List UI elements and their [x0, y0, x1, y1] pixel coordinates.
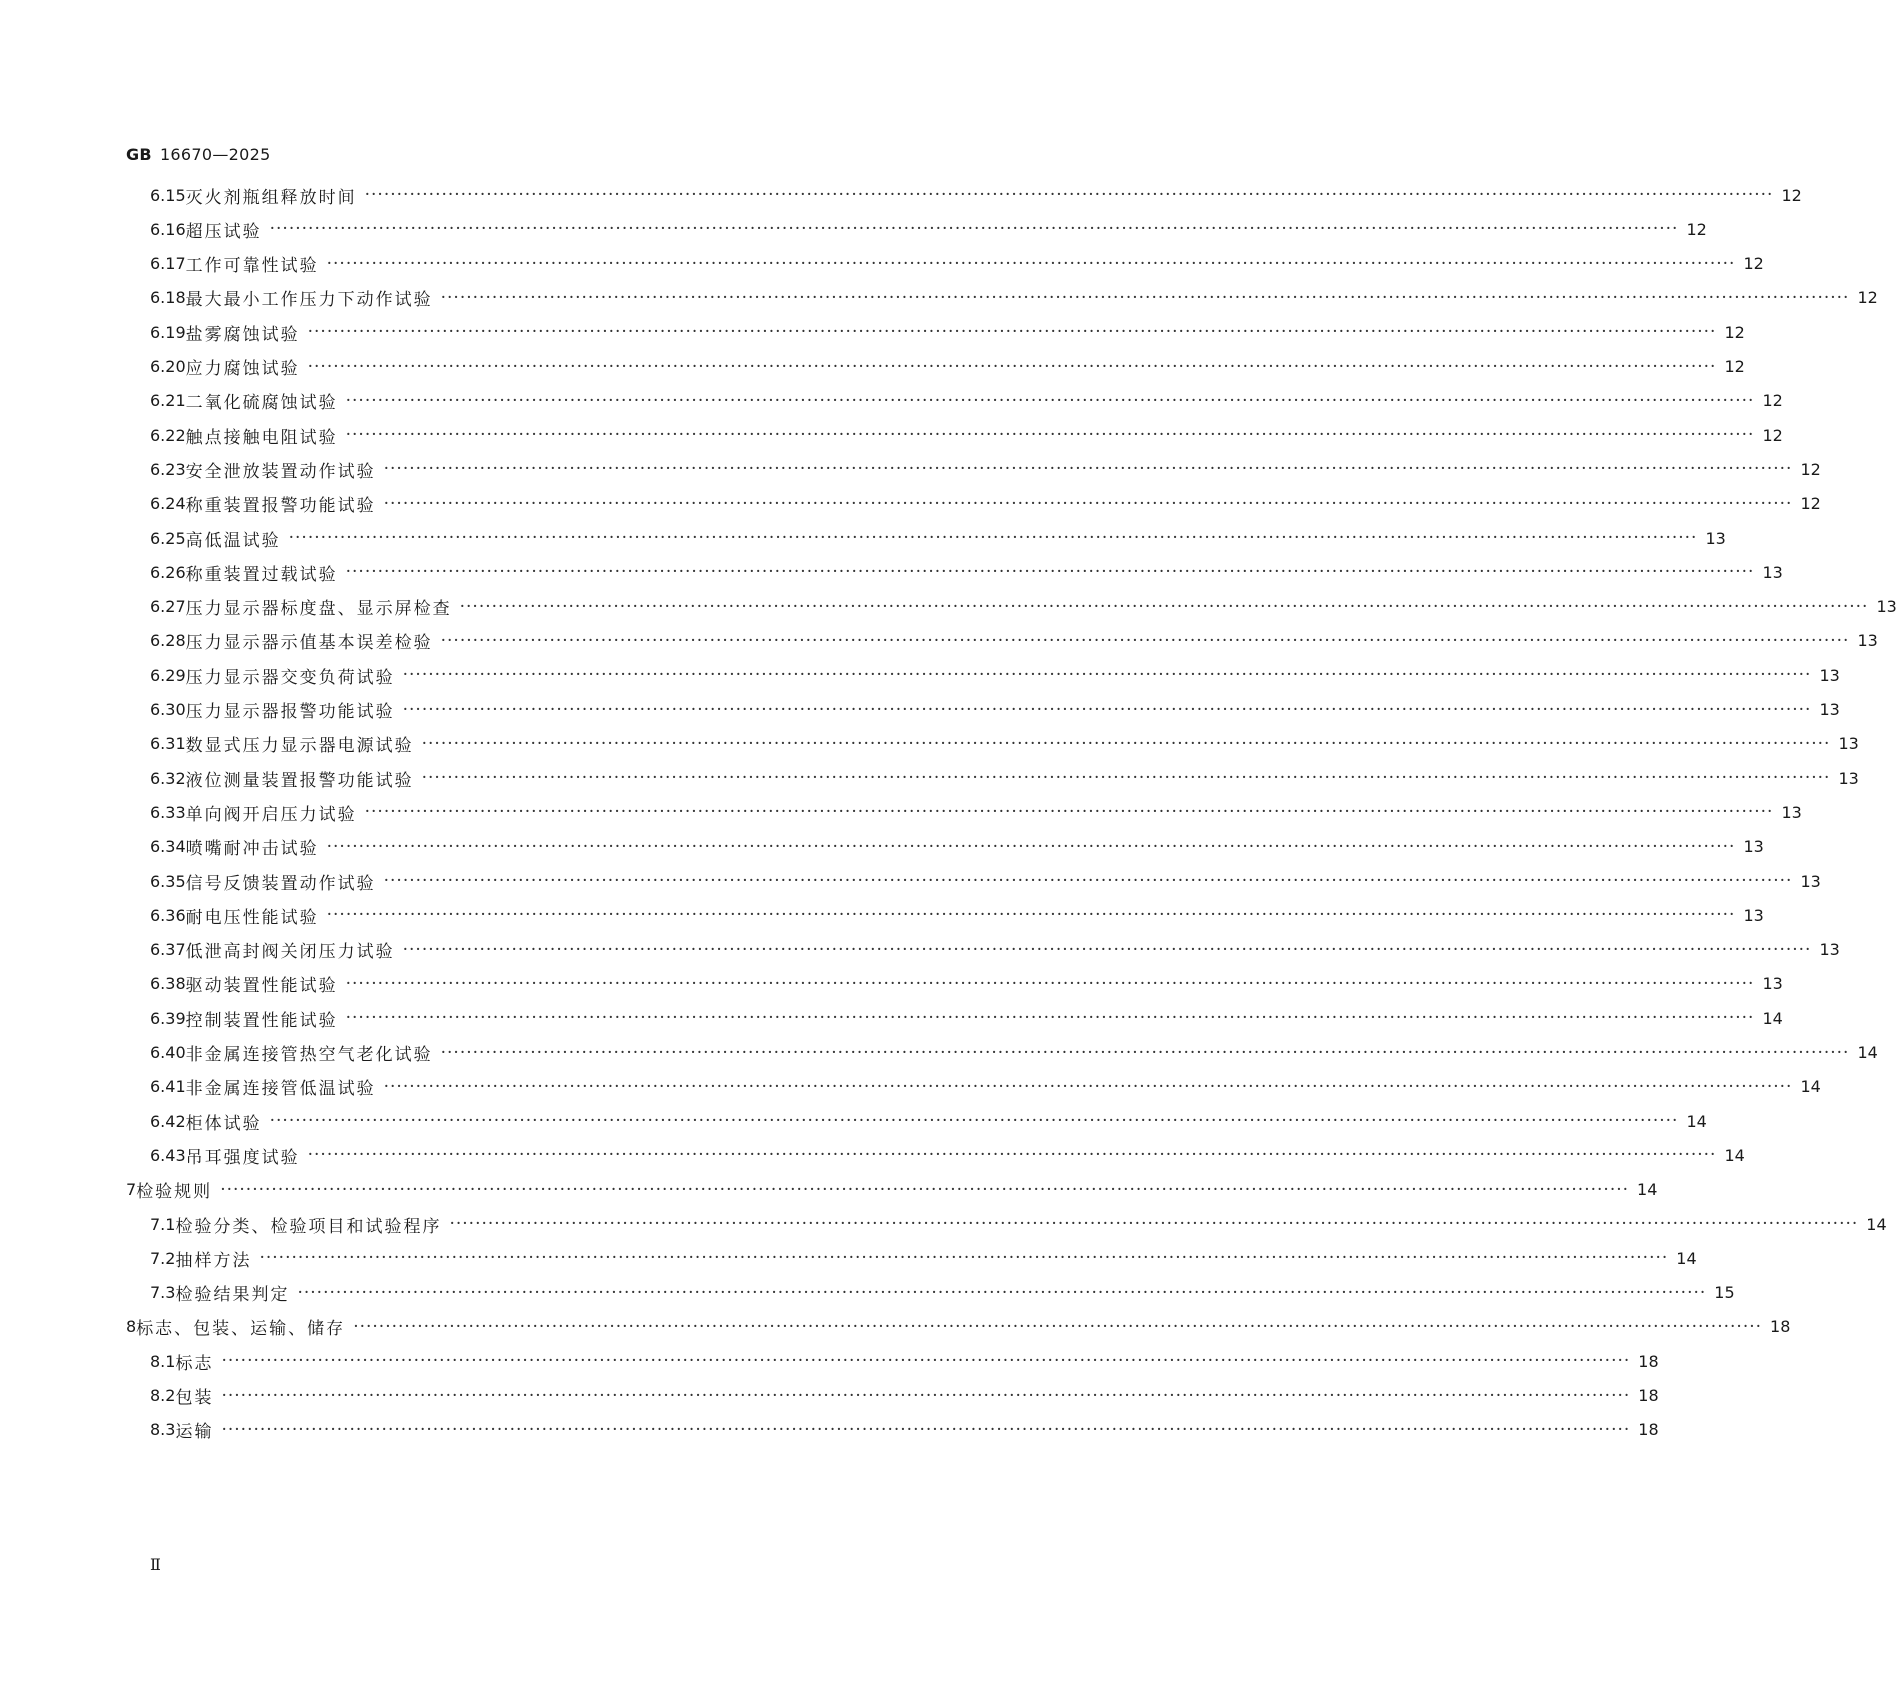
toc-dot-leader: ···························································································································································································································· [421, 733, 1831, 754]
toc-entry-number: 6.41 [150, 1077, 186, 1097]
toc-entry-title: 耐电压性能试验 [185, 907, 319, 928]
toc-entry-number: 6.30 [150, 700, 186, 719]
toc-entry-title: 数显式压力显示器电源试验 [185, 736, 414, 757]
toc-entry[interactable] [150, 317, 1745, 347]
toc-entry-title: 液位测量装置报警功能试验 [185, 770, 414, 791]
toc-entry[interactable] [150, 454, 1821, 484]
toc-entry[interactable] [150, 695, 1840, 725]
toc-dot-leader: ···························································································································································································································· [269, 1111, 1679, 1132]
toc-entry-title: 称重装置过载试验 [185, 564, 338, 585]
toc-entry-number: 6.42 [150, 1111, 186, 1131]
toc-dot-leader: ···························································································································································································································· [307, 322, 1717, 343]
toc-entry-title: 超压试验 [185, 221, 262, 242]
toc-entry-number: 8 [126, 1317, 137, 1337]
toc-dot-leader: ···························································································································································································································· [259, 1248, 1669, 1269]
toc-entry-page: 14 [1676, 1248, 1697, 1268]
toc-entry[interactable] [150, 900, 1764, 930]
toc-entry-number: 6.20 [150, 357, 186, 376]
toc-dot-leader: ···························································································································································································································· [440, 287, 1850, 308]
toc-entry-page: 13 [1762, 974, 1783, 994]
toc-entry-page: 13 [1743, 905, 1764, 925]
toc-entry-page: 12 [1762, 425, 1783, 445]
toc-dot-leader: ···························································································································································································································· [326, 905, 1736, 926]
toc-entry[interactable] [150, 1003, 1783, 1033]
toc-entry-number: 6.19 [150, 322, 186, 342]
toc-entry-title: 盐雾腐蚀试验 [185, 324, 300, 345]
toc-entry[interactable] [150, 352, 1745, 382]
toc-entry-number: 6.26 [150, 562, 186, 582]
toc-entry-number: 6.38 [150, 974, 186, 994]
toc-entry[interactable] [150, 866, 1821, 896]
toc-entry-number: 7.3 [150, 1283, 176, 1303]
toc-entry[interactable] [150, 1140, 1745, 1170]
toc-dot-leader: ···························································································································································································································· [364, 185, 1774, 205]
toc-dot-leader: ···························································································································································································································· [402, 699, 1812, 720]
toc-entry[interactable] [150, 1278, 1735, 1308]
toc-entry[interactable] [150, 1072, 1821, 1102]
toc-entry-number: 6.35 [150, 871, 186, 891]
toc-entry-number: 6.25 [150, 528, 186, 548]
toc-entry[interactable] [150, 660, 1840, 690]
toc-dot-leader: ···························································································································································································································· [326, 253, 1736, 274]
toc-entry[interactable] [150, 283, 1878, 313]
document-header [126, 145, 271, 164]
toc-entry-page: 13 [1876, 597, 1897, 617]
toc-entry-title: 控制装置性能试验 [185, 1010, 338, 1031]
page-number: Ⅱ [150, 1555, 161, 1574]
toc-entry-title: 最大最小工作压力下动作试验 [185, 290, 433, 311]
toc-entry[interactable] [150, 935, 1840, 965]
toc-dot-leader: ···························································································································································································································· [345, 973, 1755, 994]
toc-entry[interactable] [150, 626, 1878, 656]
toc-entry-title: 吊耳强度试验 [185, 1147, 300, 1168]
toc-entry[interactable] [150, 832, 1764, 862]
toc-entry-page: 12 [1743, 254, 1764, 274]
toc-entry[interactable] [150, 1106, 1707, 1136]
toc-entry[interactable] [150, 1209, 1887, 1239]
toc-entry-page: 18 [1770, 1317, 1791, 1337]
toc-entry-title: 标志、包装、运输、储存 [136, 1319, 346, 1340]
toc-entry-number: 7 [126, 1180, 137, 1200]
toc-entry[interactable] [150, 249, 1764, 279]
toc-entry[interactable] [150, 386, 1783, 416]
toc-entry[interactable] [150, 1381, 1659, 1411]
toc-entry-title: 包装 [175, 1388, 214, 1408]
toc-entry-number: 6.29 [150, 665, 186, 685]
toc-entry-number: 6.39 [150, 1008, 186, 1028]
toc-entry-page: 14 [1637, 1180, 1658, 1200]
toc-entry-title: 二氧化硫腐蚀试验 [185, 393, 338, 414]
toc-entry[interactable] [150, 969, 1783, 999]
toc-entry-title: 高低温试验 [185, 530, 281, 551]
toc-entry-number: 6.22 [150, 425, 186, 445]
toc-entry[interactable] [150, 1038, 1878, 1068]
toc-entry-number: 6.21 [150, 391, 186, 411]
toc-entry-page: 13 [1838, 768, 1859, 788]
toc-entry-page: 12 [1724, 322, 1745, 342]
toc-entry-number: 6.34 [150, 837, 186, 857]
toc-entry-page: 13 [1819, 940, 1840, 960]
toc-entry-page: 13 [1743, 837, 1764, 857]
toc-entry-number: 7.1 [150, 1214, 176, 1234]
toc-entry[interactable] [150, 489, 1821, 519]
toc-entry[interactable] [150, 1243, 1697, 1273]
toc-entry-title: 驱动装置性能试验 [185, 976, 338, 997]
toc-dot-leader: ···························································································································································································································· [221, 1351, 1631, 1372]
toc-entry-number: 6.17 [150, 254, 186, 274]
toc-entry-number: 6.36 [150, 905, 186, 925]
toc-entry-title: 非金属连接管低温试验 [185, 1079, 376, 1100]
toc-entry-title: 信号反馈装置动作试验 [185, 873, 376, 894]
toc-dot-leader: ···························································································································································································································· [345, 390, 1755, 411]
toc-entry-title: 检验结果判定 [175, 1285, 290, 1306]
toc-entry-page: 13 [1819, 665, 1840, 685]
toc-dot-leader: ···························································································································································································································· [383, 493, 1793, 514]
toc-entry-page: 13 [1781, 802, 1802, 822]
toc-entry[interactable] [150, 1415, 1659, 1445]
toc-entry-number: 6.31 [150, 734, 186, 754]
toc-entry-title: 称重装置报警功能试验 [185, 496, 376, 517]
toc-entry-page: 14 [1866, 1214, 1887, 1234]
toc-entry-title: 压力显示器交变负荷试验 [185, 667, 395, 688]
toc-dot-leader: ···························································································································································································································· [421, 768, 1831, 789]
toc-entry-page: 14 [1762, 1008, 1783, 1028]
toc-entry-title: 喷嘴耐冲击试验 [185, 839, 319, 860]
toc-entry-title: 压力显示器示值基本误差检验 [185, 633, 433, 654]
toc-entry-title: 触点接触电阻试验 [185, 427, 338, 448]
toc-entry-number: 6.40 [150, 1043, 186, 1062]
toc-entry-page: 14 [1724, 1145, 1745, 1165]
toc-entry[interactable] [150, 180, 1802, 210]
toc-entry[interactable] [150, 592, 1897, 622]
toc-dot-leader: ···························································································································································································································· [221, 1419, 1631, 1440]
toc-entry-number: 6.33 [150, 802, 186, 822]
toc-entry-number: 8.1 [150, 1351, 176, 1371]
toc-entry-page: 12 [1781, 185, 1802, 205]
toc-entry-page: 12 [1800, 459, 1821, 479]
toc-dot-leader: ···························································································································································································································· [326, 836, 1736, 857]
toc-entry-title: 压力显示器报警功能试验 [185, 702, 395, 722]
toc-entry[interactable] [150, 420, 1783, 450]
toc-entry-title: 运输 [175, 1422, 214, 1443]
toc-entry[interactable] [126, 1175, 1658, 1205]
toc-dot-leader: ···························································································································································································································· [383, 871, 1793, 891]
toc-dot-leader: ···························································································································································································································· [345, 425, 1755, 446]
toc-dot-leader: ···························································································································································································································· [440, 630, 1850, 651]
toc-entry-title: 工作可靠性试验 [185, 256, 319, 277]
toc-entry-page: 14 [1686, 1111, 1707, 1131]
toc-entry-number: 6.15 [150, 185, 186, 205]
toc-dot-leader: ···························································································································································································································· [288, 528, 1698, 548]
toc-entry-title: 标志 [175, 1353, 214, 1374]
toc-entry[interactable] [150, 523, 1726, 553]
toc-entry-number: 6.32 [150, 768, 186, 788]
toc-entry-page: 12 [1800, 494, 1821, 514]
toc-entry-page: 13 [1857, 631, 1878, 651]
toc-entry[interactable] [150, 557, 1783, 587]
toc-entry-number: 6.18 [150, 288, 186, 308]
toc-entry-number: 8.2 [150, 1386, 176, 1405]
toc-entry-number: 8.3 [150, 1420, 176, 1440]
toc-entry-page: 13 [1800, 871, 1821, 891]
toc-dot-leader: ···························································································································································································································· [297, 1282, 1707, 1303]
toc-dot-leader: ···························································································································································································································· [269, 219, 1679, 240]
toc-entry-title: 检验分类、检验项目和试验程序 [175, 1216, 442, 1237]
toc-entry-number: 6.43 [150, 1145, 186, 1165]
toc-dot-leader: ···························································································································································································································· [402, 939, 1812, 960]
toc-entry-page: 13 [1838, 734, 1859, 754]
toc-entry-title: 低泄高封阀关闭压力试验 [185, 942, 395, 963]
toc-dot-leader: ···························································································································································································································· [221, 1385, 1631, 1406]
toc-entry[interactable] [150, 763, 1859, 793]
toc-entry-page: 14 [1800, 1077, 1821, 1097]
toc-entry-title: 抽样方法 [175, 1250, 252, 1271]
toc-dot-leader: ···························································································································································································································· [364, 802, 1774, 823]
toc-entry-page: 12 [1762, 391, 1783, 411]
toc-dot-leader: ···························································································································································································································· [307, 356, 1717, 377]
toc-entry-title: 检验规则 [136, 1182, 213, 1203]
toc-dot-leader: ···························································································································································································································· [449, 1214, 1859, 1234]
toc-entry-title: 单向阀开启压力试验 [185, 804, 357, 825]
toc-dot-leader: ···························································································································································································································· [220, 1179, 1630, 1200]
toc-entry-page: 15 [1714, 1283, 1735, 1303]
toc-entry-number: 6.27 [150, 597, 186, 617]
toc-entry[interactable] [150, 797, 1802, 827]
toc-dot-leader: ···························································································································································································································· [353, 1316, 1763, 1337]
toc-entry[interactable] [126, 1312, 1791, 1342]
toc-entry-page: 13 [1819, 700, 1840, 719]
toc-dot-leader: ···························································································································································································································· [383, 1076, 1793, 1097]
toc-entry-title: 压力显示器标度盘、显示屏检查 [185, 599, 452, 620]
toc-entry-number: 6.37 [150, 940, 186, 960]
toc-dot-leader: ···························································································································································································································· [383, 459, 1793, 480]
toc-entry-number: 6.28 [150, 631, 186, 651]
toc-entry[interactable] [150, 729, 1859, 759]
toc-entry-title: 灭火剂瓶组释放时间 [185, 187, 357, 208]
toc-dot-leader: ···························································································································································································································· [459, 596, 1869, 617]
standard-number: 16670—2025 [159, 145, 271, 164]
toc-entry-number: 6.24 [150, 494, 186, 514]
toc-entry-page: 18 [1638, 1351, 1659, 1371]
toc-dot-leader: ···························································································································································································································· [307, 1145, 1717, 1166]
toc-entry-page: 13 [1705, 528, 1726, 548]
toc-entry-page: 12 [1724, 357, 1745, 376]
toc-dot-leader: ···························································································································································································································· [440, 1042, 1850, 1063]
toc-entry-number: 6.16 [150, 219, 186, 239]
toc-entry-page: 12 [1857, 288, 1878, 308]
toc-entry-title: 应力腐蚀试验 [185, 359, 300, 379]
toc-entry-title: 非金属连接管热空气老化试验 [185, 1045, 433, 1065]
standard-prefix: GB [126, 145, 152, 164]
toc-entry-number: 6.23 [150, 459, 186, 479]
toc-entry-title: 安全泄放装置动作试验 [185, 461, 376, 482]
toc-entry-page: 18 [1638, 1386, 1659, 1405]
toc-entry-page: 13 [1762, 562, 1783, 582]
toc-entry-page: 12 [1686, 219, 1707, 239]
toc-dot-leader: ···························································································································································································································· [345, 562, 1755, 583]
toc-dot-leader: ···························································································································································································································· [345, 1008, 1755, 1029]
toc-entry-page: 18 [1638, 1420, 1659, 1440]
toc-dot-leader: ···························································································································································································································· [402, 665, 1812, 686]
toc-entry[interactable] [150, 214, 1707, 244]
toc-entry[interactable] [150, 1346, 1659, 1376]
toc-entry-title: 柜体试验 [185, 1113, 262, 1134]
toc-entry-page: 14 [1857, 1043, 1878, 1062]
toc-entry-number: 7.2 [150, 1248, 176, 1268]
